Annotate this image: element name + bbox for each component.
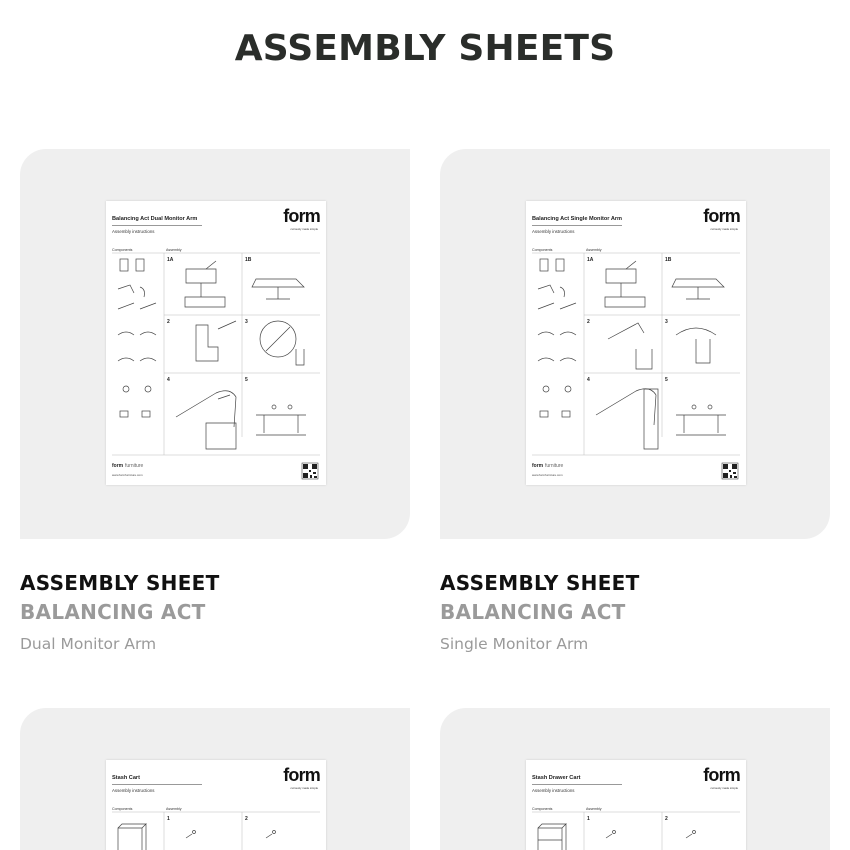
sheet-title-rule (532, 225, 622, 226)
assembly-label: Assembly (166, 248, 182, 252)
sheet-subtitle: Assembly instructions (532, 229, 575, 234)
form-logo: form (283, 206, 320, 226)
sheet-title: Balancing Act Dual Monitor Arm (112, 216, 198, 222)
step-1a: 1A (587, 257, 594, 263)
step-5: 5 (245, 377, 248, 383)
form-logo: form (283, 765, 320, 785)
sheet-subtitle: Assembly instructions (112, 788, 155, 793)
step-2: 2 (587, 319, 590, 325)
form-logo: form (703, 206, 740, 226)
step-5: 5 (665, 377, 668, 383)
assembly-diagram (526, 798, 746, 850)
card-product-name: BALANCING ACT (20, 600, 206, 624)
step-1: 1 (587, 816, 590, 822)
sheet-subtitle: Assembly instructions (112, 229, 155, 234)
step-2: 2 (665, 816, 668, 822)
sheet-preview-image[interactable] (20, 149, 410, 539)
sheet-preview-image[interactable] (440, 149, 830, 539)
sheet-footer-brand-suffix: furniture (545, 463, 564, 469)
assembly-diagram (106, 239, 326, 485)
form-tagline: curiously made simple (710, 786, 738, 790)
components-label: Components (532, 807, 553, 811)
step-3: 3 (665, 319, 668, 325)
sheet-title-rule (532, 784, 622, 785)
assembly-diagram (106, 798, 326, 850)
sheet-footer-brand-suffix: furniture (125, 463, 144, 469)
sheet-title: Stash Drawer Cart (532, 775, 581, 781)
sheet-footer-url: www.formfurniture.com (532, 473, 563, 477)
sheet-title-rule (112, 225, 202, 226)
card-kicker: ASSEMBLY SHEET (20, 571, 220, 595)
assembly-sheet-card-stash-cart[interactable] (20, 708, 410, 850)
assembly-sheet-card-dual-monitor-arm[interactable] (20, 149, 410, 661)
step-1: 1 (167, 816, 170, 822)
step-3: 3 (245, 319, 248, 325)
sheet-footer-url: www.formfurniture.com (112, 473, 143, 477)
sheet-preview-image[interactable] (440, 708, 830, 850)
sheet-footer-brand: form (112, 463, 124, 469)
step-2: 2 (245, 816, 248, 822)
step-4: 4 (167, 377, 170, 383)
form-logo: form (703, 765, 740, 785)
card-kicker: ASSEMBLY SHEET (440, 571, 640, 595)
page-title: ASSEMBLY SHEETS (234, 28, 616, 69)
sheet-footer-brand: form (532, 463, 544, 469)
form-tagline: curiously made simple (290, 786, 318, 790)
assembly-label: Assembly (166, 807, 182, 811)
sheet-title-rule (112, 784, 202, 785)
sheet-preview-image[interactable] (20, 708, 410, 850)
card-variant: Dual Monitor Arm (20, 635, 157, 653)
step-1b: 1B (245, 257, 252, 263)
components-label: Components (112, 248, 133, 252)
assembly-sheet-document (526, 760, 746, 850)
form-tagline: curiously made simple (290, 227, 318, 231)
sheet-title: Stash Cart (112, 775, 140, 781)
step-1a: 1A (167, 257, 174, 263)
qr-code-icon (302, 463, 318, 479)
components-label: Components (532, 248, 553, 252)
assembly-label: Assembly (586, 807, 602, 811)
step-4: 4 (587, 377, 590, 383)
components-label: Components (112, 807, 133, 811)
assembly-sheet-document (106, 201, 326, 485)
assembly-sheet-card-single-monitor-arm[interactable] (440, 149, 830, 661)
step-1b: 1B (665, 257, 672, 263)
sheet-title: Balancing Act Single Monitor Arm (532, 216, 623, 222)
qr-code-icon (722, 463, 738, 479)
sheet-subtitle: Assembly instructions (532, 788, 575, 793)
assembly-sheet-document (526, 201, 746, 485)
card-product-name: BALANCING ACT (440, 600, 626, 624)
assembly-sheet-document (106, 760, 326, 850)
assembly-label: Assembly (586, 248, 602, 252)
step-2: 2 (167, 319, 170, 325)
assembly-sheet-card-stash-drawer-cart[interactable] (440, 708, 830, 850)
form-tagline: curiously made simple (710, 227, 738, 231)
card-variant: Single Monitor Arm (440, 635, 589, 653)
assembly-diagram (526, 239, 746, 485)
